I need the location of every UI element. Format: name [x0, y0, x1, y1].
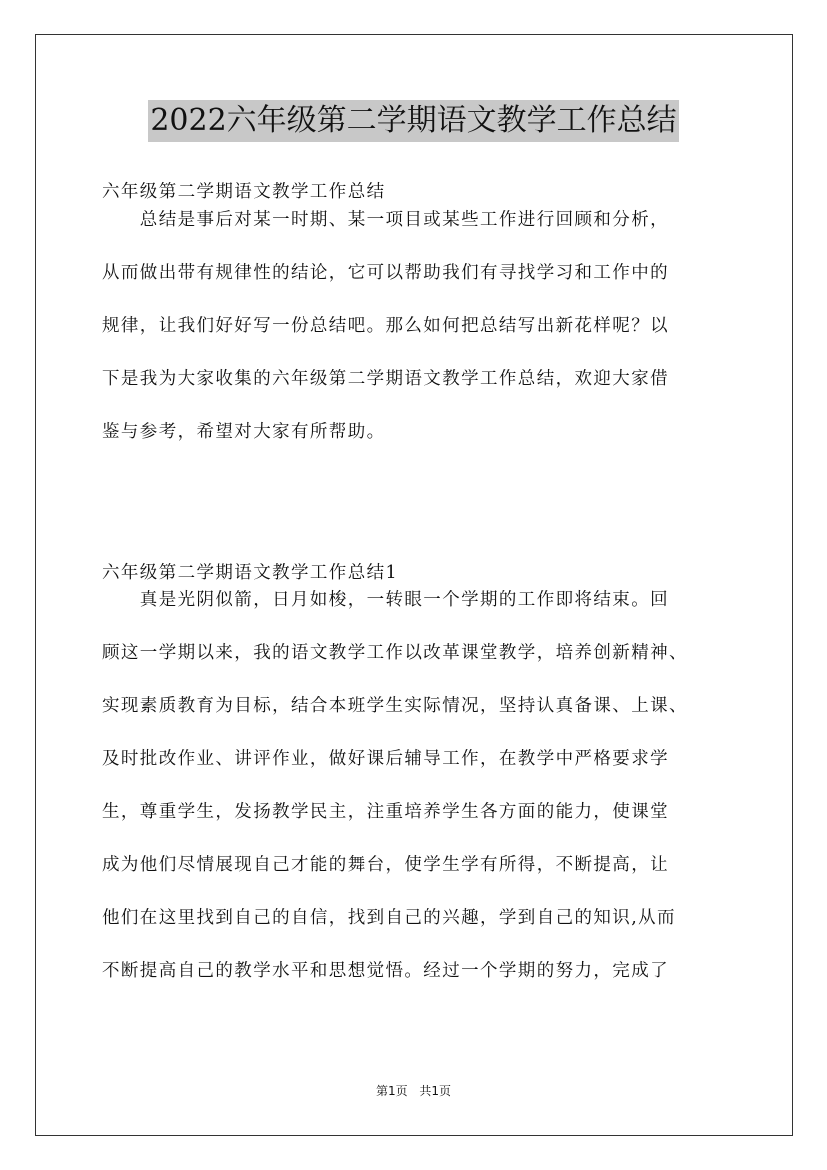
- paragraph-line: 实现素质教育为目标，结合本班学生实际情况，坚持认真备课、上课、: [102, 696, 688, 716]
- paragraph-line: 及时批改作业、讲评作业，做好课后辅导工作，在教学中严格要求学: [102, 749, 669, 769]
- heading-text: 六年级第二学期语文教学工作总结: [102, 182, 386, 202]
- document-title: [0, 100, 827, 142]
- heading-text: 六年级第二学期语文教学工作总结1: [102, 563, 399, 583]
- paragraph-line: 从而做出带有规律性的结论，它可以帮助我们有寻找学习和工作中的: [102, 263, 669, 283]
- paragraph-line: 总结是事后对某一时期、某一项目或某些工作进行回顾和分析，: [102, 210, 669, 230]
- paragraph-line: 生，尊重学生，发扬教学民主，注重培养学生各方面的能力，使课堂: [102, 802, 669, 822]
- paragraph-intro: [102, 194, 742, 459]
- paragraph-line: 规律，让我们好好写一份总结吧。那么如何把总结写出新花样呢？以: [102, 316, 669, 336]
- paragraph-line: 下是我为大家收集的六年级第二学期语文教学工作总结，欢迎大家借: [102, 369, 669, 389]
- paragraph-summary-1: [102, 574, 742, 998]
- document-title-text: 2022六年级第二学期语文教学工作总结: [148, 100, 678, 142]
- paragraph-line: 他们在这里找到自己的自信，找到自己的兴趣，学到自己的知识,从而: [102, 908, 676, 928]
- paragraph-line: 不断提高自己的教学水平和思想觉悟。经过一个学期的努力，完成了: [102, 961, 669, 981]
- page-footer: [0, 1082, 827, 1099]
- paragraph-line: 成为他们尽情展现自己才能的舞台，使学生学有所得，不断提高，让: [102, 855, 669, 875]
- page-number: 第1页: [375, 1084, 408, 1098]
- page-total: 共1页: [419, 1084, 452, 1098]
- paragraph-line: 顾这一学期以来，我的语文教学工作以改革课堂教学，培养创新精神、: [102, 643, 688, 663]
- paragraph-line: 鉴与参考，希望对大家有所帮助。: [102, 422, 386, 442]
- paragraph-line: 真是光阴似箭，日月如梭，一转眼一个学期的工作即将结束。回: [102, 590, 669, 610]
